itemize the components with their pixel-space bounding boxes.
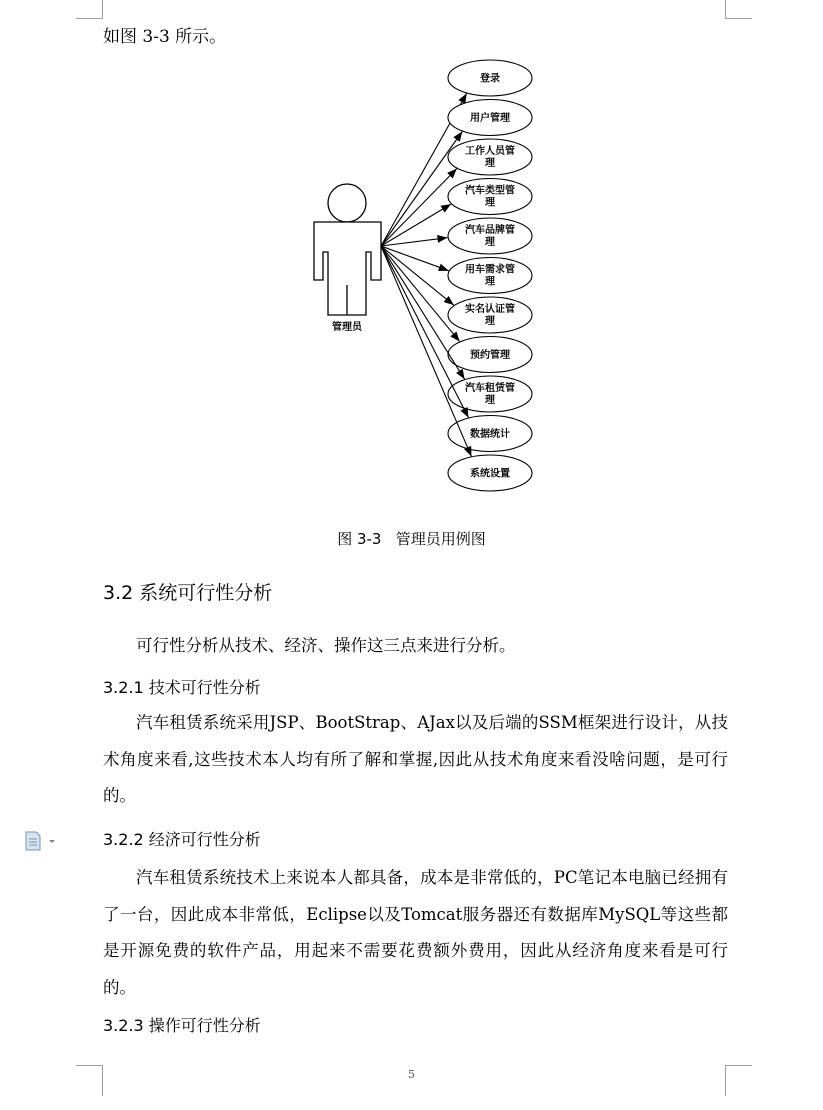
- use-case-label: 预约管理: [470, 350, 510, 361]
- subsection-heading-economic: 3.2.2 经济可行性分析: [103, 830, 261, 849]
- use-case-label: 用车需求管理: [465, 264, 515, 288]
- document-icon[interactable]: [24, 830, 60, 856]
- admin-actor: [314, 184, 381, 315]
- use-case-ellipse: [448, 376, 532, 412]
- actor-head: [328, 184, 366, 222]
- use-case-label: 汽车品牌管理: [465, 225, 515, 248]
- economic-paragraph: 汽车租赁系统技术上来说本人都具备，成本是非常低的，PC笔记本电脑已经拥有了一台，因此成本非常低，Eclipse以及Tomcat服务器还有数据库MySQL等这些都是开源免费的软件产品，用起来不需要花费额外费用，因此从经济角度来看是可行的。: [103, 868, 728, 997]
- use-case-label: 用户管理: [470, 113, 510, 124]
- association-arrow: [381, 246, 454, 305]
- use-case-ellipse: [448, 218, 532, 254]
- association-arrow: [381, 238, 447, 246]
- intro-text: 如图 3-3 所示。: [103, 27, 227, 47]
- page-number: 5: [408, 1068, 415, 1081]
- use-case-diagram: [0, 0, 823, 520]
- use-case-label: 实名认证管理: [465, 304, 515, 327]
- use-case-ellipse: [448, 139, 532, 175]
- use-case-ellipse: [448, 179, 532, 215]
- association-arrow: [381, 132, 462, 246]
- actor-label: 管理员: [332, 322, 362, 333]
- use-case-label: 汽车类型管理: [465, 185, 515, 209]
- technical-paragraph: 汽车租赁系统采用JSP、BootStrap、AJax以及后端的SSM框架进行设计，从技术角度来看,这些技术本人均有所了解和掌握,因此从技术角度来看没啥问题，是可行的。: [103, 713, 728, 805]
- section-heading: 3.2 系统可行性分析: [103, 582, 273, 604]
- subsection-heading-technical: 3.2.1 技术可行性分析: [103, 678, 261, 697]
- use-case-ellipse: [448, 297, 532, 333]
- section-intro-paragraph: 可行性分析从技术、经济、操作这三点来进行分析。: [136, 636, 516, 655]
- use-case-ellipse: [448, 258, 532, 294]
- subsection-heading-operational: 3.2.3 操作可行性分析: [103, 1016, 261, 1035]
- figure-caption: 图 3-3 管理员用例图: [337, 530, 486, 548]
- use-case-label: 汽车租赁管理: [465, 383, 515, 406]
- use-case-label: 登录: [480, 73, 500, 85]
- use-case-label: 系统设置: [470, 468, 510, 480]
- use-case-label: 工作人员管理: [465, 146, 515, 169]
- use-case-label: 数据统计: [470, 429, 510, 440]
